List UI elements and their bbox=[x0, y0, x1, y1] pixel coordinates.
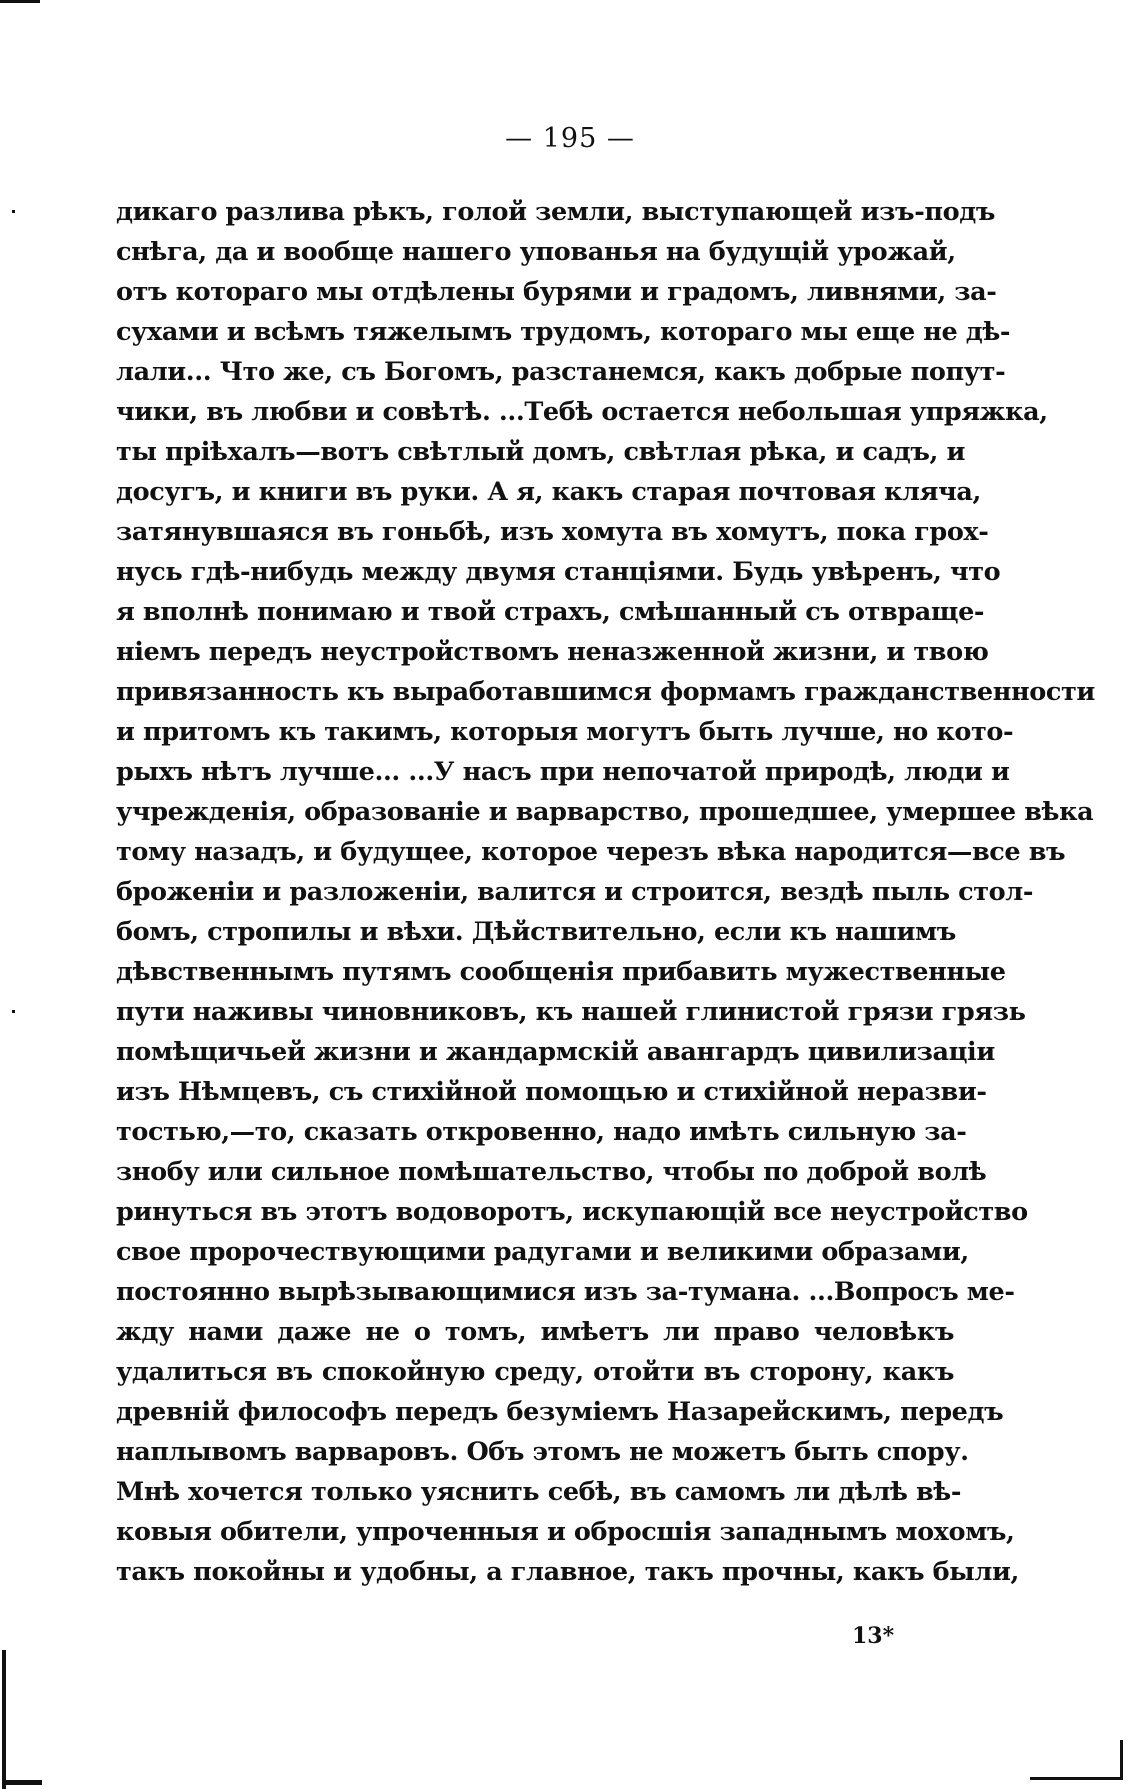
scan-mark-left-2 bbox=[12, 1010, 15, 1013]
text-line: изъ Нѣмцевъ, съ стихійной помощью и стихійной неразви- bbox=[116, 1077, 987, 1107]
text-line: бомъ, стропилы и вѣхи. Дѣйствительно, если къ нашимъ bbox=[116, 917, 956, 947]
signature-mark: 13* bbox=[852, 1623, 895, 1649]
text-line: чики, въ любви и совѣтѣ. ...Тебѣ остается небольшая упряжка, bbox=[116, 397, 1048, 427]
text-line: тостью,—то, сказать откровенно, надо имѣть сильную за- bbox=[116, 1117, 967, 1147]
scan-mark-bottom-right-edge bbox=[1120, 1740, 1123, 1780]
text-line: дикаго разлива рѣкъ, голой земли, выступающей изъ-подъ bbox=[116, 197, 996, 227]
text-line: древній философъ передъ безуміемъ Назарейскимъ, передъ bbox=[116, 1397, 1004, 1427]
scan-mark-left bbox=[12, 210, 15, 213]
text-line: удалиться въ спокойную среду, отойти въ сторону, какъ bbox=[116, 1357, 954, 1387]
scan-mark-bottom-left-foot bbox=[2, 1780, 42, 1785]
text-line: постоянно вырѣзывающимися изъ за-тумана. ...Вопросъ ме- bbox=[116, 1277, 1015, 1307]
text-line: ринуться въ этотъ водоворотъ, искупающій все неустройство bbox=[116, 1197, 1028, 1227]
text-line: тому назадъ, и будущее, которое черезъ вѣка народится—все въ bbox=[116, 837, 1066, 867]
text-line: я вполнѣ понимаю и твой страхъ, смѣшанный съ отвраще- bbox=[116, 597, 985, 627]
text-line: привязанность къ выработавшимся формамъ гражданственности bbox=[116, 677, 1095, 707]
text-line: свое пророчествующими радугами и великими образами, bbox=[116, 1237, 969, 1267]
text-line: броженіи и разложеніи, валится и строится, вездѣ пыль стол- bbox=[116, 877, 1034, 907]
text-line: дѣвственнымъ путямъ сообщенія прибавить мужественные bbox=[116, 957, 1006, 987]
text-line: наплывомъ варваровъ. Объ этомъ не можетъ быть спору. bbox=[116, 1437, 969, 1467]
text-line: отъ котораго мы отдѣлены бурями и градомъ, ливнями, за- bbox=[116, 277, 997, 307]
text-line: нусь гдѣ-нибудь между двумя станціями. Будь увѣренъ, что bbox=[116, 557, 1001, 587]
text-line: жду нами даже не о томъ, имѣетъ ли право человѣкъ bbox=[116, 1317, 954, 1347]
scan-mark-bottom-left bbox=[2, 1650, 6, 1789]
text-line: учрежденія, образованіе и варварство, прошедшее, умершее вѣка bbox=[116, 797, 1094, 827]
text-line: сухами и всѣмъ тяжелымъ трудомъ, котораго мы еще не дѣ- bbox=[116, 317, 1011, 347]
text-line: пути наживы чиновниковъ, къ нашей глинистой грязи грязь bbox=[116, 997, 1026, 1027]
text-line: ковыя обители, упроченныя и обросшія западнымъ мохомъ, bbox=[116, 1517, 1015, 1547]
text-line: снѣга, да и вообще нашего упованья на будущій урожай, bbox=[116, 237, 956, 267]
text-line: ніемъ передъ неустройствомъ неназженной жизни, и твою bbox=[116, 637, 989, 667]
text-line: помѣщичьей жизни и жандармскій авангардъ цивилизаціи bbox=[116, 1037, 995, 1067]
text-line: Мнѣ хочется только уяснить себѣ, въ самомъ ли дѣлѣ вѣ- bbox=[116, 1477, 962, 1507]
text-line: знобу или сильное помѣшательство, чтобы по доброй волѣ bbox=[116, 1157, 987, 1187]
body-text bbox=[116, 192, 1095, 1592]
text-line: такъ покойны и удобны, а главное, такъ прочны, какъ были, bbox=[116, 1557, 1019, 1587]
text-line: лали... Что же, съ Богомъ, разстанемся, какъ добрые попут- bbox=[116, 357, 1006, 387]
text-line: ты пріѣхалъ—вотъ свѣтлый домъ, свѣтлая рѣка, и садъ, и bbox=[116, 437, 965, 467]
text-line: досугъ, и книги въ руки. А я, какъ старая почтовая кляча, bbox=[116, 477, 981, 507]
page-number: — 195 — bbox=[505, 123, 635, 154]
scan-mark-top-left bbox=[0, 0, 40, 3]
scan-mark-bottom-right bbox=[1030, 1777, 1120, 1780]
text-line: рыхъ нѣтъ лучше... ...У насъ при непочатой природѣ, люди и bbox=[116, 757, 1010, 787]
text-line: и притомъ къ такимъ, которыя могутъ быть лучше, но кото- bbox=[116, 717, 1014, 747]
text-line: затянувшаяся въ гоньбѣ, изъ хомута въ хомутъ, пока грох- bbox=[116, 517, 989, 547]
